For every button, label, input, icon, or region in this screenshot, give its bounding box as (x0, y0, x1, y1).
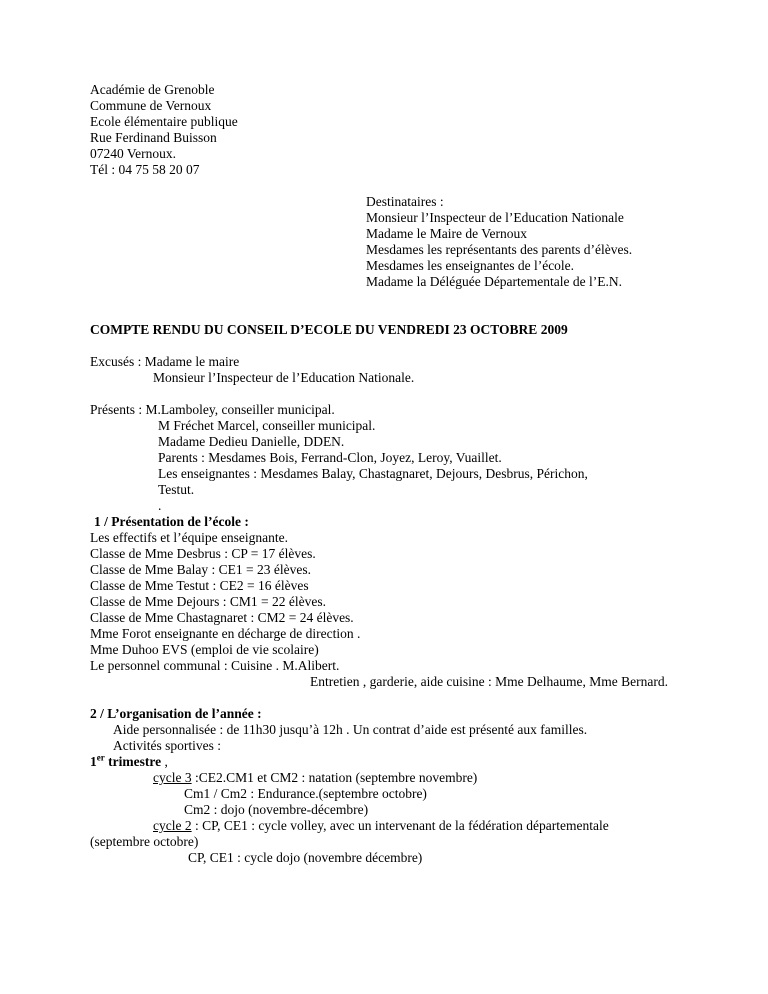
section-2-heading: 2 / L’organisation de l’année : (90, 706, 262, 721)
cycle-2-label: cycle 2 (153, 818, 192, 833)
presents-line-3: Madame Dedieu Danielle, DDEN. (158, 434, 345, 449)
section-1-line-4: Classe de Mme Testut : CE2 = 16 élèves (90, 578, 309, 593)
recipient-parents: Mesdames les représentants des parents d’élèves. (366, 242, 633, 257)
presents-line-4: Parents : Mesdames Bois, Ferrand-Clon, Joyez, Leroy, Vuaillet. (158, 450, 502, 465)
sender-ville: 07240 Vernoux. (90, 146, 176, 161)
sender-ecole: Ecole élémentaire publique (90, 114, 238, 129)
cycle-3-line-3: Cm2 : dojo (novembre-décembre) (184, 802, 369, 817)
document-title: COMPTE RENDU DU CONSEIL D’ECOLE DU VENDREDI 23 OCTOBRE 2009 (90, 322, 568, 337)
presents-line-5: Les enseignantes : Mesdames Balay, Chastagnaret, Dejours, Desbrus, Périchon, (158, 466, 588, 481)
section-1-line-10: Entretien , garderie, aide cuisine : Mme Delhaume, Mme Bernard. (310, 674, 668, 689)
trimestre-heading (90, 754, 168, 770)
section-1-line-1: Les effectifs et l’équipe enseignante. (90, 530, 289, 545)
excuses-line-1: Excusés : Madame le maire (90, 354, 240, 369)
section-2-line-1: Aide personnalisée : de 11h30 jusqu’à 12h . Un contrat d’aide est présenté aux familles. (113, 722, 588, 737)
section-2-line-2: Activités sportives : (113, 738, 221, 753)
section-1-line-5: Classe de Mme Dejours : CM1 = 22 élèves. (90, 594, 326, 609)
cycle-3-text: :CE2.CM1 et CM2 : natation (septembre novembre) (191, 770, 478, 785)
cycle-2-line-3: CP, CE1 : cycle dojo (novembre décembre) (188, 850, 423, 865)
trimestre-superscript: er (96, 752, 105, 763)
sender-rue: Rue Ferdinand Buisson (90, 130, 217, 145)
recipient-inspecteur: Monsieur l’Inspecteur de l’Education Nationale (366, 210, 624, 225)
sender-commune: Commune de Vernoux (90, 98, 212, 113)
recipient-deleguee: Madame la Déléguée Départementale de l’E.N. (366, 274, 622, 289)
cycle-2-line (153, 818, 609, 834)
cycle-3-line (153, 770, 477, 786)
section-1-line-8: Mme Duhoo EVS (emploi de vie scolaire) (90, 642, 319, 657)
recipient-maire: Madame le Maire de Vernoux (366, 226, 527, 241)
trimestre-tail: , (161, 754, 168, 769)
cycle-2-text: : CP, CE1 : cycle volley, avec un intervenant de la fédération départementale (191, 818, 609, 833)
sender-telephone: Tél : 04 75 58 20 07 (90, 162, 200, 177)
trimestre-number: 1 (90, 754, 97, 769)
recipient-enseignantes: Mesdames les enseignantes de l’école. (366, 258, 575, 273)
presents-line-2: M Fréchet Marcel, conseiller municipal. (158, 418, 376, 433)
section-1-heading: 1 / Présentation de l’école : (94, 514, 249, 529)
excuses-line-2: Monsieur l’Inspecteur de l’Education Nationale. (153, 370, 415, 385)
trimestre-label: trimestre (104, 754, 162, 769)
presents-line-7: . (158, 498, 162, 513)
cycle-3-label: cycle 3 (153, 770, 192, 785)
section-1-line-7: Mme Forot enseignante en décharge de direction . (90, 626, 361, 641)
presents-line-1: Présents : M.Lamboley, conseiller municipal. (90, 402, 335, 417)
cycle-2-line-2: (septembre octobre) (90, 834, 199, 849)
section-1-line-3: Classe de Mme Balay : CE1 = 23 élèves. (90, 562, 311, 577)
section-1-line-9: Le personnel communal : Cuisine . M.Alibert. (90, 658, 340, 673)
recipients-label: Destinataires : (366, 194, 444, 209)
section-1-line-2: Classe de Mme Desbrus : CP = 17 élèves. (90, 546, 316, 561)
presents-line-6: Testut. (158, 482, 195, 497)
sender-academie: Académie de Grenoble (90, 82, 215, 97)
section-1-line-6: Classe de Mme Chastagnaret : CM2 = 24 élèves. (90, 610, 354, 625)
cycle-3-line-2: Cm1 / Cm2 : Endurance.(septembre octobre) (184, 786, 427, 801)
